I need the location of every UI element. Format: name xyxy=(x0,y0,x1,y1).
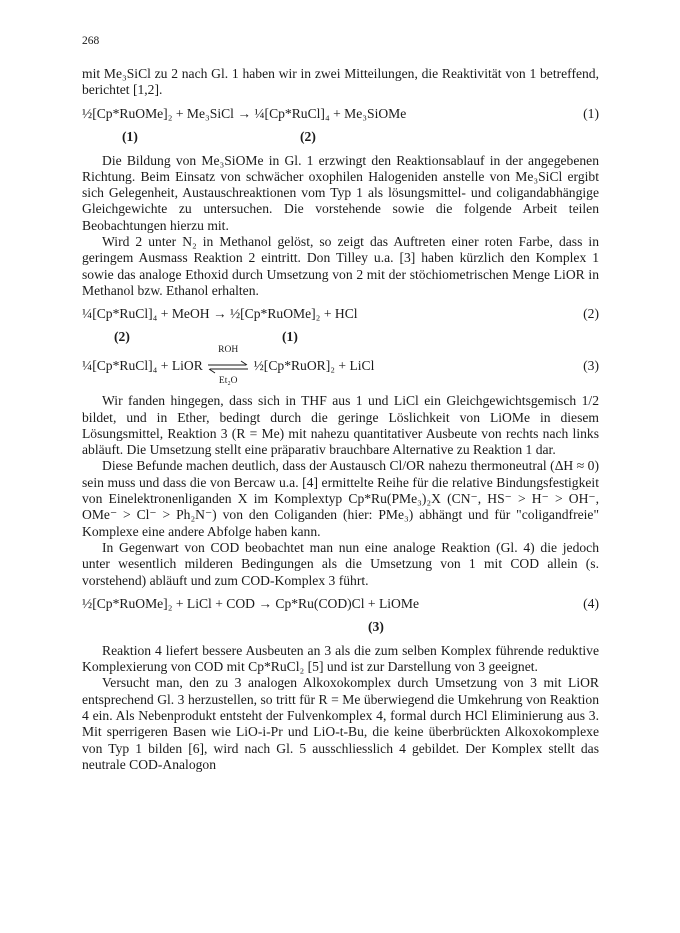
equation-4-body: ½[Cp*RuOMe]₂ + LiCl + COD → Cp*Ru(COD)Cl + LiOMe xyxy=(82,595,419,611)
compound-label: (2) xyxy=(300,128,316,144)
equation-1-labels xyxy=(82,125,599,149)
equilibrium-arrow xyxy=(206,345,250,387)
paragraph-3: Wird 2 unter N₂ in Methanol gelöst, so zeigt das Auftreten einer roten Farbe, dass in geringem Ausmass Reaktion 2 eintritt. Don Tilley u.a. [3] haben kürzlich den Komplex 1 sowie das analoge Ethoxid durch Umsetzung von 2 mit der stöchiometrischen Menge LiOR in Methanol bzw. Ethanol erhalten. xyxy=(82,234,599,298)
compound-label: (2) xyxy=(114,329,130,345)
equation-3 xyxy=(82,345,599,387)
equation-3-right: ½[Cp*RuOR]₂ + LiCl xyxy=(253,358,375,374)
equation-2 xyxy=(82,303,599,325)
paragraph-7: Reaktion 4 liefert bessere Ausbeuten an 3 als die zum selben Komplex führende reduktive Komplexierung von COD mit Cp*RuCl₂ [5] und ist zur Darstellung von 3 geeignet. xyxy=(82,642,599,675)
body-text xyxy=(82,66,599,773)
equilibrium-arrow-icon xyxy=(206,356,250,378)
compound-label: (1) xyxy=(282,329,298,345)
solvent-above: ROH xyxy=(218,345,239,356)
equation-1-body: ½[Cp*RuOMe]₂ + Me₃SiCl → ¼[Cp*RuCl]₄ + Me₃SiOMe xyxy=(82,105,407,121)
paragraph-1: mit Me₃SiCl zu 2 nach Gl. 1 haben wir in zwei Mitteilungen, die Reaktivität von 1 betreffend, berichtet [1,2]. xyxy=(82,66,599,98)
compound-label: (3) xyxy=(368,618,384,634)
paragraph-6: In Gegenwart von COD beobachtet man nun eine analoge Reaktion (Gl. 4) die jedoch unter wesentlich milderen Bedingungen als die Umsetzung von 1 mit COD allein (s. vorstehend) abläuft und zum COD-Komplex 3 führt. xyxy=(82,539,599,588)
equation-4-labels xyxy=(82,615,599,639)
page-number: 268 xyxy=(82,35,100,47)
compound-label: (1) xyxy=(122,128,138,144)
equation-2-number: (2) xyxy=(583,306,599,322)
equation-1-number: (1) xyxy=(583,105,599,121)
equation-3-number: (3) xyxy=(583,358,599,374)
equation-2-labels xyxy=(82,325,599,349)
paragraph-2: Die Bildung von Me₃SiOMe in Gl. 1 erzwingt den Reaktionsablauf in der angegebenen Richtung. Beim Einsatz von schwächer oxophilen Halogeniden anstelle von Me₃SiCl ergibt sich Gelegenheit, Austauschreaktionen vom Typ 1 als lösungsmittel- und coligandabhängige Gleichgewichte zu untersuchen. Die vorstehende sowie die folgende Arbeit teilen Beobachtungen hierzu mit. xyxy=(82,152,599,233)
equation-4-number: (4) xyxy=(583,595,599,611)
equation-2-body: ¼[Cp*RuCl]₄ + MeOH → ½[Cp*RuOMe]₂ + HCl xyxy=(82,306,358,322)
paragraph-4: Wir fanden hingegen, dass sich in THF aus 1 und LiCl ein Gleichgewichtsgemisch 1/2 bildet, und in Ether, bedingt durch die geringe Löslichkeit von LiOMe in diesem Lösungsmittel, Reaktion 3 (R = Me) mit nahezu quantitativer Ausbeute von rechts nach links abläuft. Die Umsetzung stellt eine präparativ brauchbare Alternative zu Reaktion 1 dar. xyxy=(82,393,599,458)
paragraph-5: Diese Befunde machen deutlich, dass der Austausch Cl/OR nahezu thermoneutral (ΔH ≈ 0) sein muss und dass die von Bercaw u.a. [4] ermittelte Reihe für die relative Bindungsfestigkeit von Einelektronenliganden X im Komplextyp Cp*Ru(PMe₃)₂X (CN⁻, HS⁻ > H⁻ > OH⁻, OMe⁻ > Cl⁻ > Ph₂N⁻) von den Coliganden (hier: PMe₃) abhängt und für "coligandfreie" Komplexe eine andere Abfolge haben kann. xyxy=(82,458,599,539)
paragraph-8: Versucht man, den zu 3 analogen Alkoxokomplex durch Umsetzung von 3 mit LiOR entsprechend Gl. 3 herzustellen, so tritt für R = Me überwiegend die Umkehrung von Reaktion 4 ein. Als Nebenprodukt entsteht der Fulvenkomplex 4, formal durch HCl Eliminierung aus 3. Mit sperrigeren Basen wie LiO-i-Pr und LiO-t-Bu, die keine überbrückten Alkoxokomplexe von Typ 1 bilden [6], wird nach Gl. 5 ausschliesslich 4 gebildet. Der Komplex stellt das neutrale COD-Analogon xyxy=(82,675,599,772)
solvent-below: Et₂O xyxy=(218,376,238,387)
equation-1 xyxy=(82,103,599,125)
equation-4 xyxy=(82,593,599,615)
equation-3-left: ¼[Cp*RuCl]₄ + LiOR xyxy=(82,358,203,374)
